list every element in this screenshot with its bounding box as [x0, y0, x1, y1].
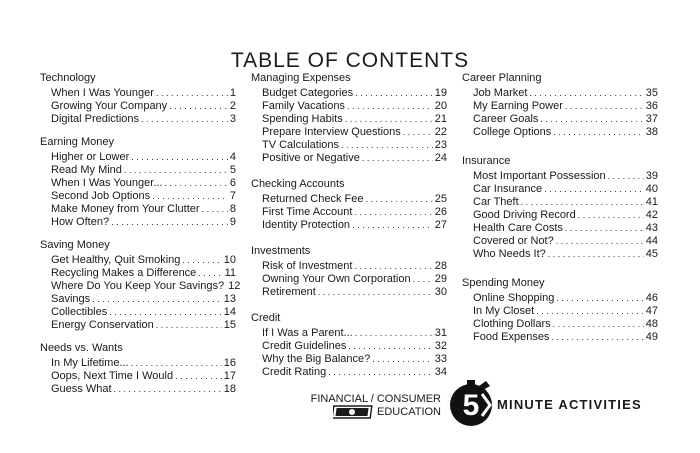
toc-entry-label: When I Was Younger	[51, 87, 154, 99]
toc-column-2	[251, 72, 447, 392]
toc-entry	[462, 87, 658, 100]
toc-entry-label: Identity Protection	[262, 219, 351, 231]
toc-entry-page-number: 32	[434, 340, 447, 352]
toc-entry-label: Budget Categories	[262, 87, 354, 99]
footer-category-line-2: EDUCATION	[377, 406, 441, 418]
dot-leader	[348, 340, 432, 353]
toc-column-1	[40, 72, 241, 406]
toc-entry-page-number: 7	[229, 190, 236, 202]
dot-leader	[175, 370, 222, 383]
toc-entry-page-number: 11	[224, 267, 236, 279]
dot-leader	[551, 331, 643, 344]
toc-entry-page-number: 15	[223, 319, 236, 331]
toc-entry	[251, 340, 447, 353]
toc-entry	[40, 254, 236, 267]
toc-entry-label: Make Money from Your Clutter	[51, 203, 200, 215]
toc-entry	[251, 219, 447, 232]
dot-leader	[92, 293, 222, 306]
logo-number: 5	[462, 389, 480, 422]
toc-entry	[251, 286, 447, 299]
toc-entry-label: Positive or Negative	[262, 152, 360, 164]
toc-entry-page-number: 30	[434, 286, 447, 298]
footer-category	[306, 393, 441, 419]
five-stopwatch-logo-icon	[446, 378, 496, 428]
toc-entry-label: Retirement	[262, 286, 316, 298]
dot-leader	[354, 260, 432, 273]
toc-section	[251, 245, 447, 299]
dot-leader	[556, 235, 644, 248]
footer-category-line-1: FINANCIAL / CONSUMER	[310, 393, 441, 405]
toc-entry-label: Online Shopping	[473, 292, 555, 304]
toc-entry-page-number: 29	[434, 273, 447, 285]
toc-entry	[462, 183, 658, 196]
toc-entry-label: Car Theft	[473, 196, 519, 208]
toc-entry-label: Higher or Lower	[51, 151, 130, 163]
dot-leader	[565, 222, 644, 235]
toc-entry	[251, 126, 447, 139]
toc-section	[462, 155, 658, 261]
toc-entry	[251, 327, 447, 340]
toc-entry-page-number: 20	[434, 100, 447, 112]
toc-entry-label: Collectibles	[51, 306, 108, 318]
dot-leader	[413, 273, 433, 286]
toc-entry-label: Spending Habits	[262, 113, 343, 125]
dot-leader	[608, 170, 644, 183]
toc-entry-label: Career Goals	[473, 113, 539, 125]
toc-entry-page-number: 34	[434, 366, 447, 378]
dot-leader	[529, 87, 643, 100]
toc-entry	[251, 206, 447, 219]
toc-entry	[251, 113, 447, 126]
toc-entry-page-number: 46	[645, 292, 658, 304]
toc-entry-page-number: 4	[229, 151, 236, 163]
toc-entry	[40, 293, 236, 306]
toc-entry-page-number: 12	[228, 280, 241, 292]
toc-entry-label: Good Driving Record	[473, 209, 576, 221]
dot-leader	[156, 319, 222, 332]
toc-entry-page-number: 16	[223, 357, 236, 369]
toc-entry-label: Why the Big Balance?	[262, 353, 371, 365]
toc-entry	[40, 383, 236, 396]
dot-leader	[366, 193, 433, 206]
dot-leader	[355, 87, 433, 100]
toc-entry	[40, 203, 236, 216]
dot-leader	[169, 100, 228, 113]
toc-entry-page-number: 2	[229, 100, 236, 112]
dot-leader	[182, 254, 221, 267]
dot-leader	[124, 164, 228, 177]
toc-entry	[40, 370, 236, 383]
dot-leader	[131, 357, 222, 370]
toc-entry	[462, 331, 658, 344]
section-title: Spending Money	[462, 277, 545, 289]
dot-leader	[372, 353, 433, 366]
dot-leader	[352, 219, 433, 232]
toc-entry	[251, 260, 447, 273]
toc-entry-label: How Often?	[51, 216, 110, 228]
dot-leader	[578, 209, 644, 222]
toc-entry-label: First Time Account	[262, 206, 353, 218]
section-title: Checking Accounts	[251, 178, 345, 190]
toc-entry-label: Credit Rating	[262, 366, 327, 378]
toc-entry	[251, 152, 447, 165]
toc-entry-page-number: 27	[434, 219, 447, 231]
toc-entry	[462, 305, 658, 318]
toc-entry	[251, 87, 447, 100]
toc-column-3	[462, 72, 658, 360]
dot-leader	[355, 327, 433, 340]
toc-entry	[40, 306, 236, 319]
dot-leader	[198, 267, 222, 280]
toc-entry-label: Recycling Makes a Difference	[51, 267, 197, 279]
dot-leader	[165, 177, 228, 190]
dot-leader	[152, 190, 228, 203]
toc-entry-page-number: 39	[645, 170, 658, 182]
dot-leader	[341, 139, 433, 152]
dot-leader	[347, 100, 433, 113]
toc-entry-page-number: 25	[434, 193, 447, 205]
dot-leader	[362, 152, 433, 165]
toc-entry-label: Read My Mind	[51, 164, 122, 176]
dot-leader	[544, 183, 644, 196]
toc-entry-page-number: 8	[229, 203, 236, 215]
dot-leader	[156, 87, 228, 100]
toc-entry	[40, 164, 236, 177]
toc-entry-label: TV Calculations	[262, 139, 340, 151]
toc-entry-page-number: 22	[434, 126, 447, 138]
toc-entry-label: In My Lifetime...	[51, 357, 129, 369]
toc-entry-label: If I Was a Parent...	[262, 327, 353, 339]
toc-entry-page-number: 36	[645, 100, 658, 112]
toc-section	[40, 239, 241, 332]
toc-entry-page-number: 19	[434, 87, 447, 99]
dot-leader	[556, 292, 643, 305]
toc-entry-page-number: 42	[645, 209, 658, 221]
toc-entry	[462, 235, 658, 248]
toc-entry-page-number: 47	[645, 305, 658, 317]
toc-entry-label: Most Important Possession	[473, 170, 606, 182]
toc-entry	[40, 267, 236, 280]
dot-leader	[565, 100, 644, 113]
toc-entry-label: Oops, Next Time I Would	[51, 370, 174, 382]
toc-entry	[462, 292, 658, 305]
toc-entry-label: Owning Your Own Corporation	[262, 273, 411, 285]
toc-entry-page-number: 41	[645, 196, 658, 208]
toc-section	[462, 72, 658, 139]
section-title: Career Planning	[462, 72, 542, 84]
section-title: Investments	[251, 245, 311, 257]
toc-entry-label: Energy Conservation	[51, 319, 154, 331]
toc-entry	[251, 366, 447, 379]
toc-entry	[462, 318, 658, 331]
toc-section	[251, 178, 447, 232]
toc-entry-page-number: 13	[223, 293, 236, 305]
dot-leader	[131, 151, 228, 164]
toc-entry-label: Second Job Options	[51, 190, 151, 202]
toc-entry	[40, 151, 236, 164]
dot-leader	[548, 248, 644, 261]
toc-entry-page-number: 3	[229, 113, 236, 125]
toc-entry-page-number: 9	[229, 216, 236, 228]
toc-entry-page-number: 35	[645, 87, 658, 99]
dot-leader	[141, 113, 228, 126]
dot-leader	[345, 113, 433, 126]
toc-entry-label: Job Market	[473, 87, 528, 99]
section-title: Credit	[251, 312, 281, 324]
toc-entry-page-number: 18	[223, 383, 236, 395]
toc-section	[40, 72, 236, 126]
section-title: Earning Money	[40, 136, 114, 148]
section-title: Technology	[40, 72, 96, 84]
toc-entry	[40, 357, 236, 370]
toc-entry-page-number: 38	[645, 126, 658, 138]
toc-entry-page-number: 1	[229, 87, 236, 99]
dot-leader	[318, 286, 433, 299]
toc-entry-label: Risk of Investment	[262, 260, 353, 272]
toc-entry-label: Prepare Interview Questions	[262, 126, 401, 138]
toc-entry-label: Covered or Not?	[473, 235, 554, 247]
dot-leader	[540, 113, 643, 126]
toc-entry	[251, 193, 447, 206]
toc-entry-label: In My Closet	[473, 305, 535, 317]
toc-section	[40, 342, 236, 396]
toc-entry	[40, 100, 236, 113]
section-title: Saving Money	[40, 239, 110, 251]
toc-section	[462, 277, 658, 344]
toc-entry	[462, 170, 658, 183]
toc-entry-page-number: 17	[223, 370, 236, 382]
dot-leader	[354, 206, 432, 219]
dot-leader	[114, 383, 222, 396]
toc-section	[251, 72, 447, 165]
toc-entry-page-number: 48	[645, 318, 658, 330]
toc-entry	[40, 177, 236, 190]
toc-entry-label: Health Care Costs	[473, 222, 563, 234]
dot-leader	[109, 306, 222, 319]
toc-entry-label: Returned Check Fee	[262, 193, 364, 205]
toc-entry-page-number: 43	[645, 222, 658, 234]
dot-leader	[553, 318, 644, 331]
toc-entry-label: Food Expenses	[473, 331, 550, 343]
toc-entry-label: College Options	[473, 126, 552, 138]
toc-entry	[40, 190, 236, 203]
dot-leader	[202, 203, 228, 216]
toc-entry	[40, 319, 236, 332]
toc-entry-label: Digital Predictions	[51, 113, 140, 125]
toc-entry-page-number: 49	[645, 331, 658, 343]
toc-entry	[40, 87, 236, 100]
dot-leader	[521, 196, 644, 209]
dot-leader	[328, 366, 433, 379]
toc-entry-label: Growing Your Company	[51, 100, 168, 112]
toc-entry-label: My Earning Power	[473, 100, 563, 112]
toc-entry	[251, 273, 447, 286]
toc-entry	[40, 280, 241, 293]
toc-entry	[462, 100, 658, 113]
toc-entry-label: Guess What	[51, 383, 112, 395]
toc-entry	[40, 216, 236, 229]
dot-leader	[536, 305, 644, 318]
toc-entry-label: Where Do You Keep Your Savings?	[51, 280, 225, 292]
toc-entry-page-number: 37	[645, 113, 658, 125]
dollar-bill-icon	[333, 405, 373, 419]
toc-entry-page-number: 33	[434, 353, 447, 365]
toc-entry-page-number: 10	[223, 254, 236, 266]
toc-section	[251, 312, 447, 379]
toc-entry	[462, 209, 658, 222]
toc-entry	[40, 113, 236, 126]
dot-leader	[111, 216, 228, 229]
footer-brand-text: MINUTE ACTIVITIES	[497, 397, 642, 412]
toc-entry	[462, 113, 658, 126]
toc-entry	[251, 100, 447, 113]
toc-entry-label: Who Needs It?	[473, 248, 546, 260]
toc-entry-label: Car Insurance	[473, 183, 543, 195]
page-title: TABLE OF CONTENTS	[230, 49, 470, 72]
toc-entry	[462, 248, 658, 261]
dot-leader	[553, 126, 643, 139]
toc-entry-label: When I Was Younger...	[51, 177, 163, 189]
section-title: Insurance	[462, 155, 511, 167]
toc-entry-label: Credit Guidelines	[262, 340, 347, 352]
toc-entry-page-number: 40	[645, 183, 658, 195]
toc-section	[40, 136, 236, 229]
toc-entry-page-number: 44	[645, 235, 658, 247]
toc-entry-page-number: 23	[434, 139, 447, 151]
dot-leader	[403, 126, 433, 139]
toc-entry-page-number: 21	[434, 113, 447, 125]
toc-entry	[251, 139, 447, 152]
section-title: Managing Expenses	[251, 72, 351, 84]
toc-entry	[251, 353, 447, 366]
toc-entry-page-number: 31	[434, 327, 447, 339]
toc-entry	[462, 126, 658, 139]
toc-entry-label: Savings	[51, 293, 91, 305]
toc-entry	[462, 222, 658, 235]
toc-entry	[462, 196, 658, 209]
toc-entry-label: Get Healthy, Quit Smoking	[51, 254, 181, 266]
toc-entry-page-number: 6	[229, 177, 236, 189]
section-title: Needs vs. Wants	[40, 342, 123, 354]
toc-entry-label: Clothing Dollars	[473, 318, 551, 330]
toc-entry-page-number: 45	[645, 248, 658, 260]
toc-entry-page-number: 5	[229, 164, 236, 176]
toc-entry-page-number: 14	[223, 306, 236, 318]
toc-entry-page-number: 26	[434, 206, 447, 218]
toc-entry-label: Family Vacations	[262, 100, 345, 112]
toc-entry-page-number: 28	[434, 260, 447, 272]
toc-entry-page-number: 24	[434, 152, 447, 164]
